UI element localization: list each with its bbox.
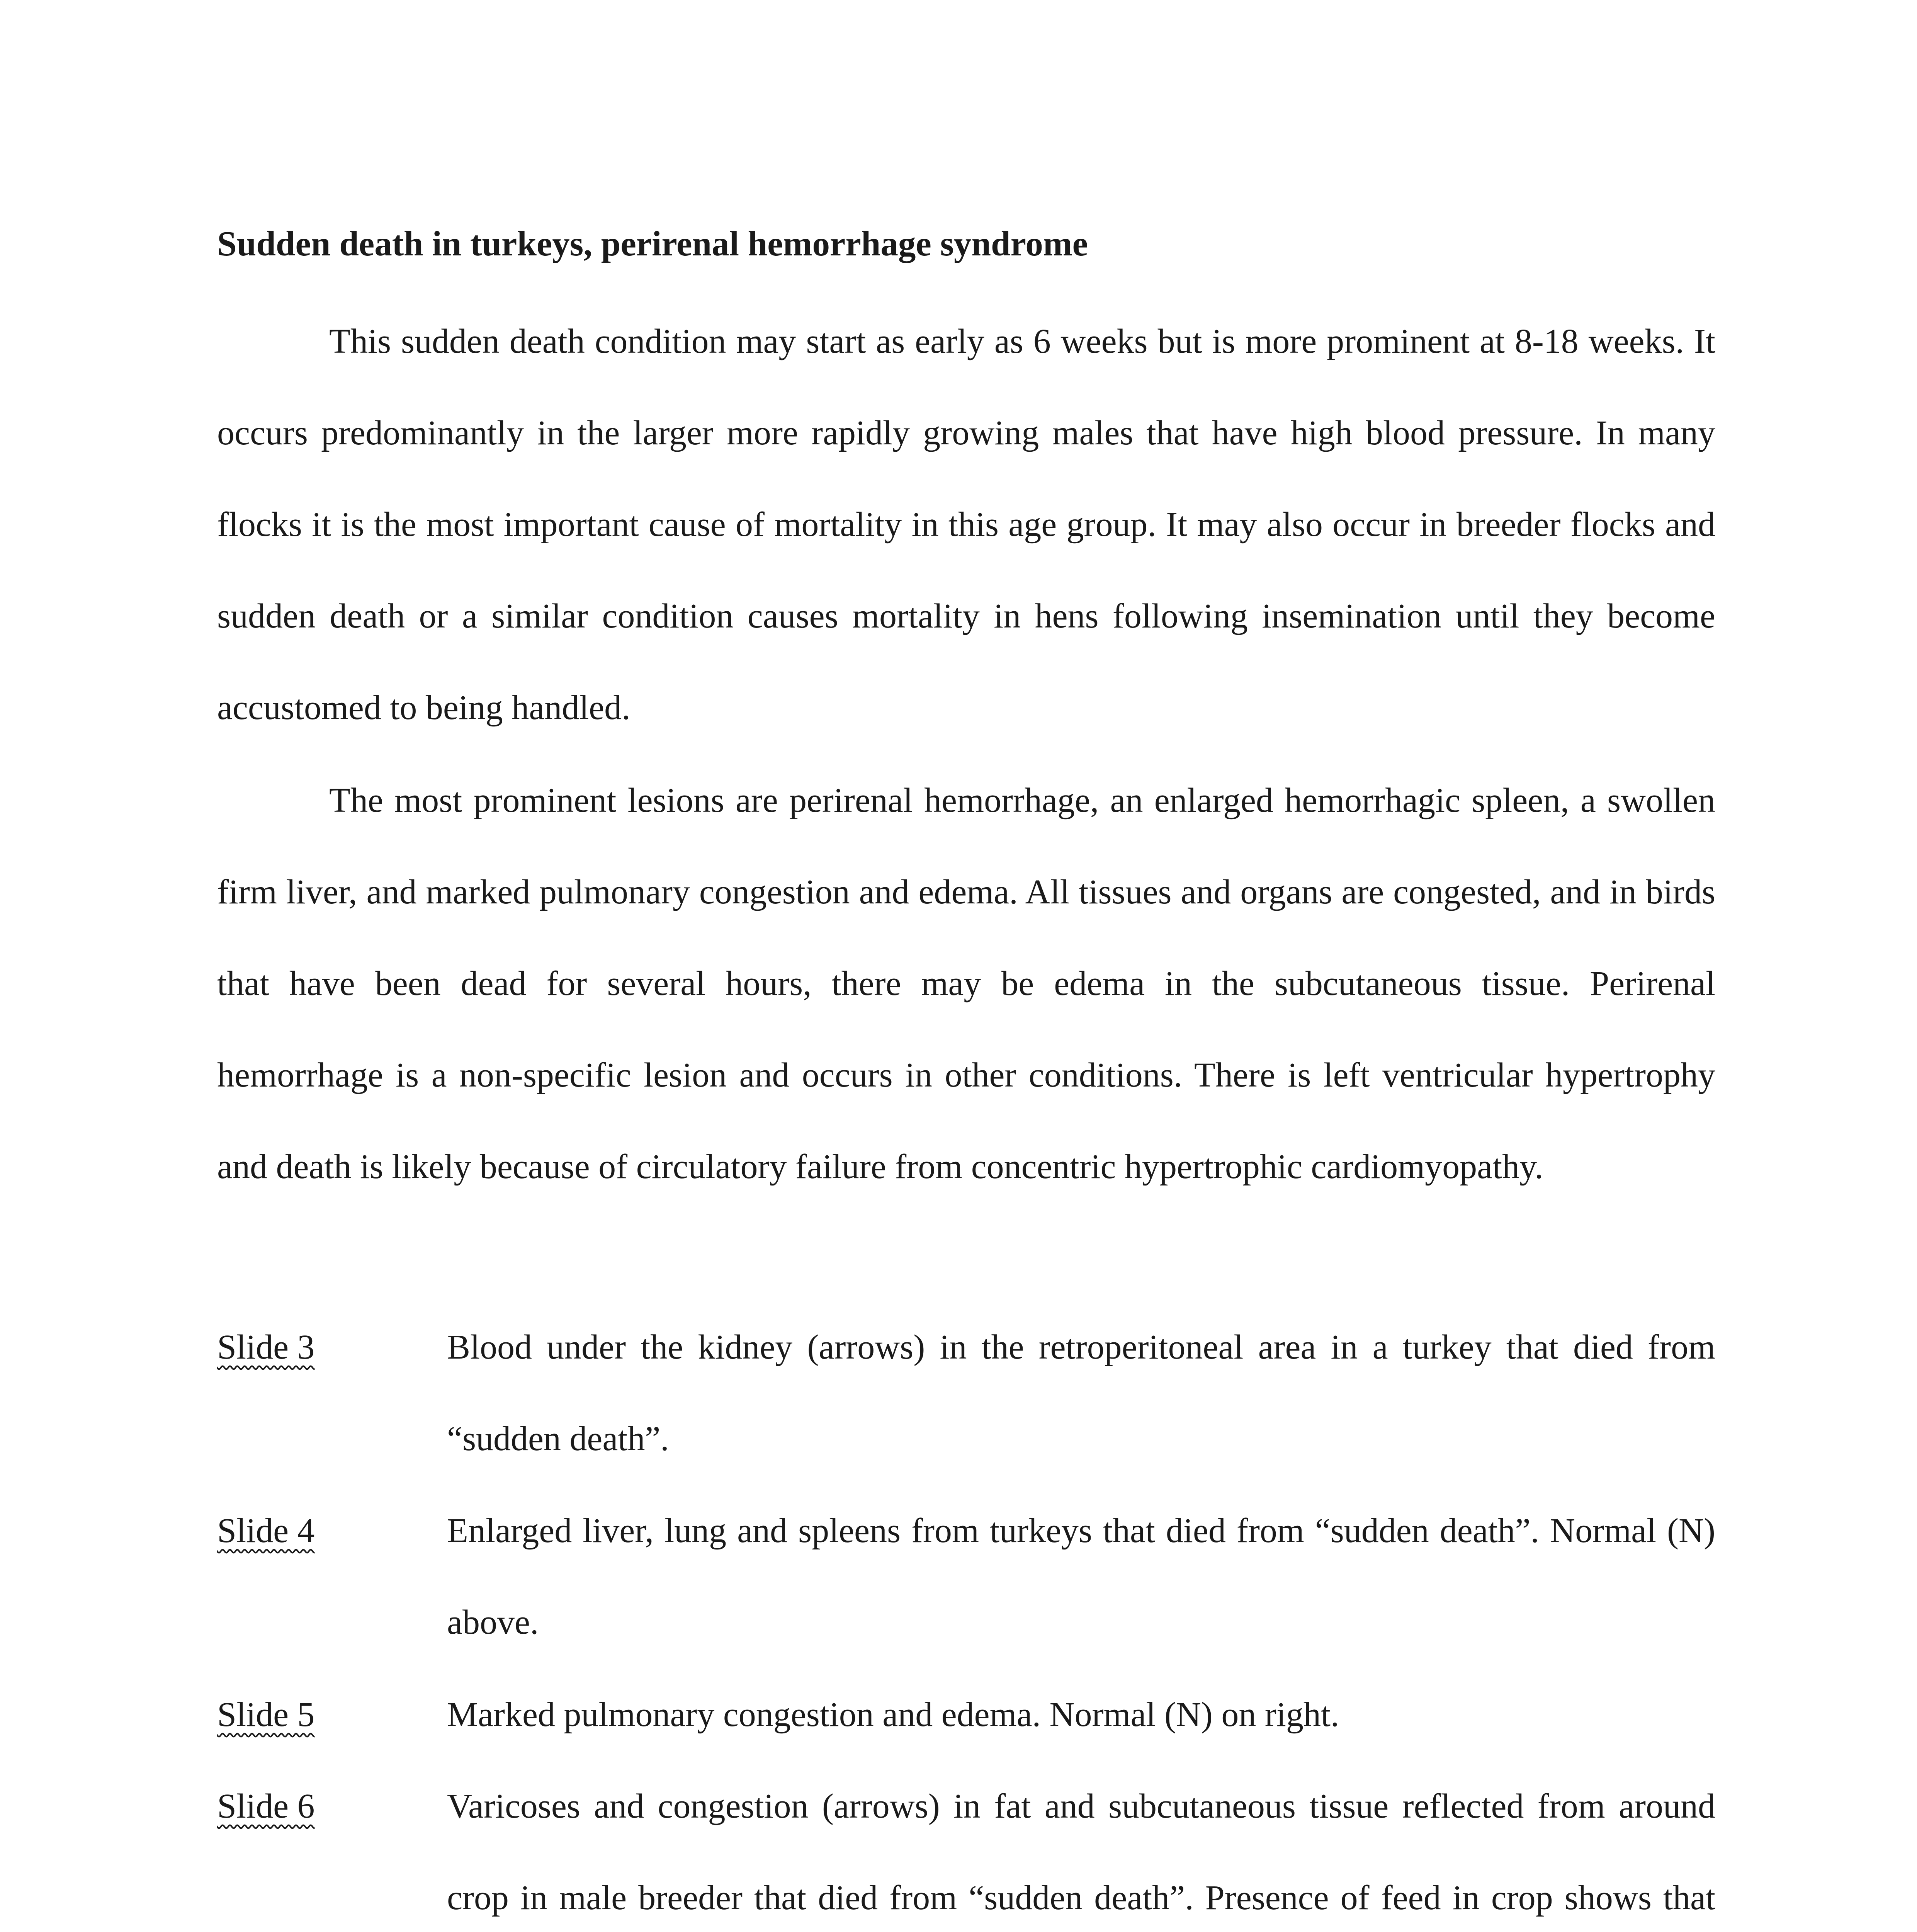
section-title: Sudden death in turkeys, perirenal hemorrhage syndrome bbox=[217, 224, 1088, 263]
paragraph-lesions: The most prominent lesions are perirenal hemorrhage, an enlarged hemorrhagic spleen, a swollen firm liver, and marked pulmonary congestion and edema. All tissues and organs are congested, and in birds that have been dead for several hours, there may be edema in the subcutaneous tissue. Perirenal hemorrhage is a non-specific lesion and occurs in other conditions. There is left ventricular hypertrophy and death is likely because of circulatory failure from concentric hypertrophic cardiomyopathy. bbox=[217, 781, 1715, 1186]
slide-description: Enlarged liver, lung and spleens from turkeys that died from “sudden death”. Normal (N) above. bbox=[447, 1512, 1715, 1641]
slide-label: Slide 4 bbox=[217, 1512, 315, 1550]
slide-description: Marked pulmonary congestion and edema. Normal (N) on right. bbox=[447, 1696, 1339, 1734]
slide-label: Slide 6 bbox=[217, 1787, 315, 1825]
slide-description: Blood under the kidney (arrows) in the retroperitoneal area in a turkey that died from “sudden death”. bbox=[447, 1328, 1715, 1458]
slide-description: Varicoses and congestion (arrows) in fat and subcutaneous tissue reflected from around crop in male breeder that died from “sudden death”. Presence of feed in crop shows that bbox=[447, 1787, 1715, 1917]
slide-label: Slide 3 bbox=[217, 1328, 315, 1366]
paragraph-onset: This sudden death condition may start as early as 6 weeks but is more prominent at 8-18 weeks. It occurs predominantly in the larger more rapidly growing males that have high blood pressure. In many flocks it is the most important cause of mortality in this age group. It may also occur in breeder flocks and sudden death or a similar condition causes mortality in hens following insemination until they become accustomed to being handled. bbox=[217, 322, 1715, 727]
slide-label: Slide 5 bbox=[217, 1696, 315, 1734]
